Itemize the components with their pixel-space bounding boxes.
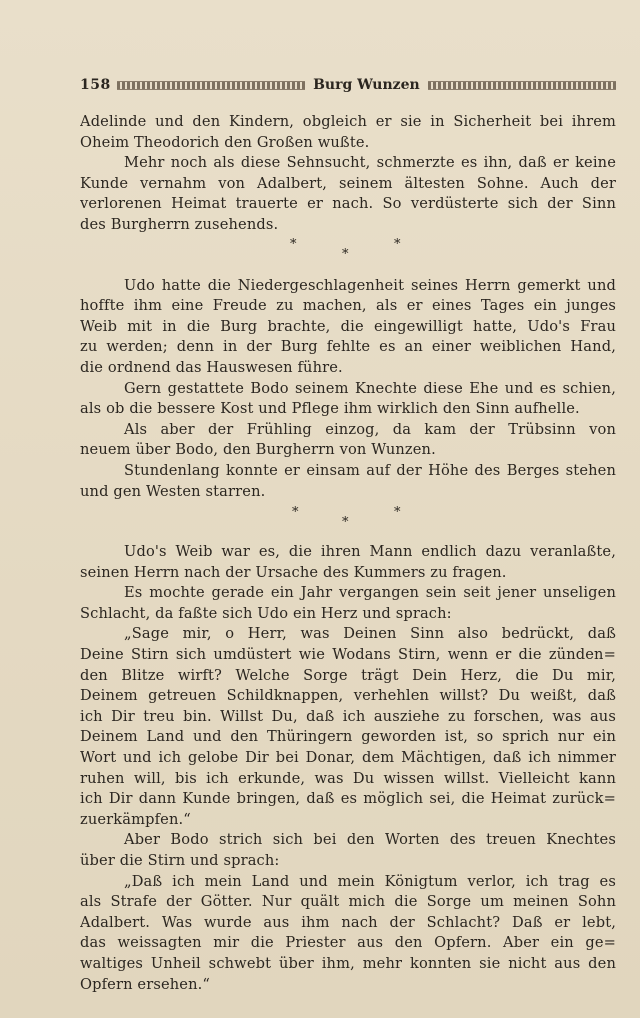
separator-asterisk: * [394, 505, 401, 521]
text-line: des Burgherrn zusehends. [80, 215, 279, 233]
header-ornament-left [117, 81, 305, 90]
body-text [80, 112, 616, 995]
separator-asterisk: * [292, 505, 299, 521]
separator-asterisk: * [342, 246, 349, 262]
text-line: hoffte ihm eine Freude zu machen, als er eines Tages ein junges [80, 297, 616, 315]
text-line: Deine Stirn sich umdüstert wie Wodans Stirn, wenn er die zünden= [80, 646, 616, 664]
text-line: Udo hatte die Niedergeschlagenheit seines Herrn gemerkt und [124, 276, 616, 294]
text-line: Opfern ersehen.“ [80, 975, 211, 993]
text-line: ich Dir dann Kunde bringen, daß es möglich sei, die Heimat zurück= [80, 790, 616, 808]
text-line: Deinem getreuen Schildknappen, verhehlen willst? Du weißt, daß [80, 687, 616, 705]
text-line: waltiges Unheil schwebt über ihm, mehr konnten sie nicht aus den [80, 954, 616, 972]
separator-asterisk: * [290, 236, 297, 252]
page-number: 158 [80, 77, 111, 93]
text-line: Gern gestattete Bodo seinem Knechte diese Ehe und es schien, [124, 379, 616, 397]
text-line: Stundenlang konnte er einsam auf der Höhe des Berges stehen [124, 461, 616, 479]
paragraph [80, 624, 616, 830]
text-line: zu werden; denn in der Burg fehlte es an einer weiblichen Hand, [80, 338, 616, 356]
paragraph [80, 583, 616, 624]
text-line: als Strafe der Götter. Nur quält mich die Sorge um meinen Sohn [80, 893, 616, 911]
separator-asterisk: * [394, 236, 401, 252]
page-header [80, 74, 616, 96]
text-line: zuerkämpfen.“ [80, 810, 191, 828]
text-line: Wort und ich gelobe Dir bei Donar, dem Mächtigen, daß ich nimmer [80, 749, 616, 767]
text-line: über die Stirn und sprach: [80, 852, 280, 869]
paragraph [80, 830, 616, 871]
text-line: Udo's Weib war es, die ihren Mann endlich dazu veranlaßte, [124, 543, 616, 561]
text-line: seinen Herrn nach der Ursache des Kummers zu fragen. [80, 563, 507, 581]
paragraph [80, 276, 616, 379]
paragraph [80, 461, 616, 502]
text-line: Adelinde und den Kindern, obgleich er sie in Sicherheit bei ihrem [80, 113, 616, 130]
separator-asterisk: * [342, 515, 349, 531]
text-line: und gen Westen starren. [80, 482, 266, 500]
text-line: neuem über Bodo, den Burgherrn von Wunzen. [80, 441, 436, 459]
section-separator [80, 502, 616, 542]
text-line: Es mochte gerade ein Jahr vergangen sein seit jener unseligen [124, 584, 616, 602]
text-line: ich Dir treu bin. Willst Du, daß ich ausziehe zu forschen, was aus [80, 707, 616, 725]
header-ornament-right [428, 81, 616, 90]
text-line: verlorenen Heimat trauerte er nach. So verdüsterte sich der Sinn [80, 195, 616, 213]
text-line: Als aber der Frühling einzog, da kam der Trübsinn von [124, 420, 616, 438]
text-line: Deinem Land und den Thüringern geworden ist, so sprich nur ein [80, 728, 616, 746]
text-line: „Daß ich mein Land und mein Königtum verlor, ich trag es [124, 872, 616, 890]
text-line: Schlacht, da faßte sich Udo ein Herz und sprach: [80, 604, 452, 622]
text-line: die ordnend das Hauswesen führe. [80, 358, 343, 376]
text-line: Weib mit in die Burg brachte, die eingewilligt hatte, Udo's Frau [80, 317, 616, 335]
text-line: „Sage mir, o Herr, was Deinen Sinn also bedrückt, daß [124, 625, 616, 643]
running-title: Burg Wunzen [313, 77, 420, 93]
text-line: das weissagten mir die Priester aus den Opfern. Aber ein ge= [80, 934, 616, 952]
section-separator [80, 236, 616, 276]
text-line: den Blitze wirft? Welche Sorge trägt Dein Herz, die Du mir, [80, 666, 616, 684]
text-line: ruhen will, bis ich erkunde, was Du wissen willst. Vielleicht kann [80, 769, 616, 787]
paragraph [80, 153, 616, 235]
paragraph [80, 420, 616, 461]
text-line: Mehr noch als diese Sehnsucht, schmerzte es ihn, daß er keine [124, 154, 616, 172]
text-line: Adalbert. Was wurde aus ihm nach der Schlacht? Daß er lebt, [80, 913, 616, 931]
text-line: Aber Bodo strich sich bei den Worten des treuen Knechtes [124, 831, 616, 849]
paragraph [80, 379, 616, 420]
paragraph [80, 542, 616, 583]
paragraph [80, 112, 616, 153]
text-line: Oheim Theodorich den Großen wußte. [80, 133, 370, 151]
paragraph [80, 872, 616, 996]
text-line: Kunde vernahm von Adalbert, seinem ältesten Sohne. Auch der [80, 174, 616, 192]
text-line: als ob die bessere Kost und Pflege ihm wirklich den Sinn aufhelle. [80, 400, 580, 418]
